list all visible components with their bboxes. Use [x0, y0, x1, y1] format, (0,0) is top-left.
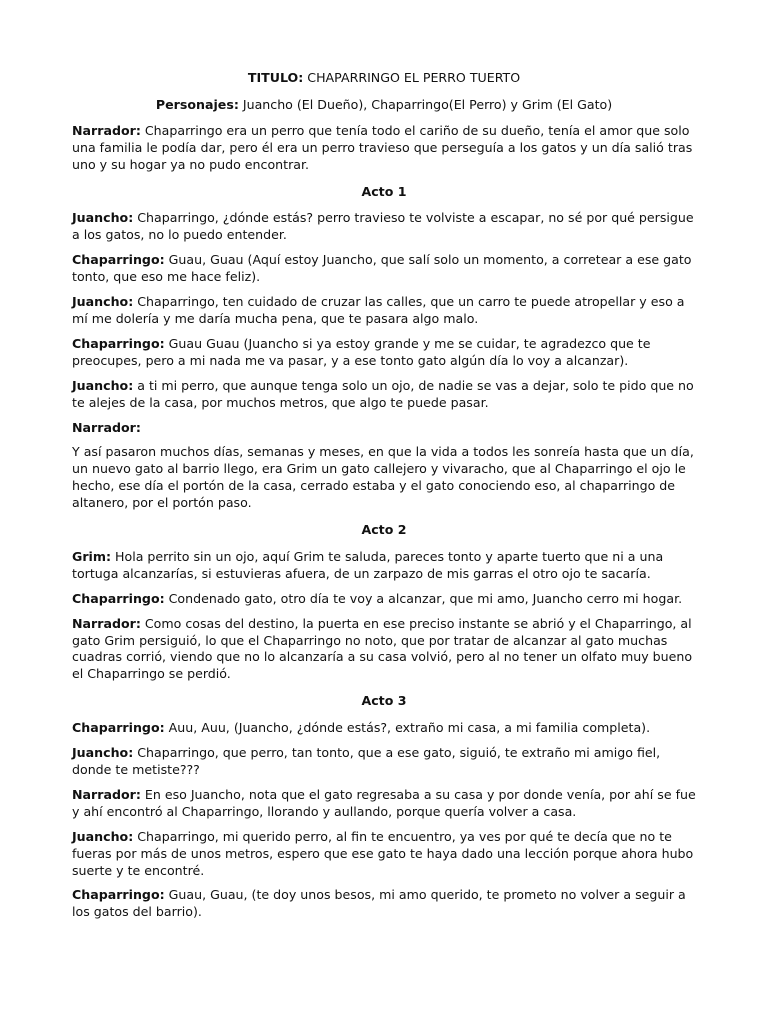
characters-line [72, 97, 696, 114]
title-value: CHAPARRINGO EL PERRO TUERTO [303, 70, 521, 85]
dialogue-text: Guau, Guau, (te doy unos besos, mi amo querido, te prometo no volver a seguir a los gatos del barrio). [72, 887, 686, 920]
dialogue-line [72, 616, 696, 684]
speaker-label: Chaparringo: [72, 335, 165, 351]
dialogue-line [72, 829, 696, 880]
dialogue-line [72, 887, 696, 921]
characters-label: Personajes: [155, 96, 239, 112]
dialogue-line [72, 787, 696, 821]
dialogue-line [72, 210, 696, 244]
dialogue-line [72, 252, 696, 286]
speaker-label: Juancho: [72, 294, 134, 310]
dialogue-line [72, 336, 696, 370]
speaker-label: Juancho: [72, 210, 134, 226]
dialogue-line [72, 549, 696, 583]
title-label: TITULO: [247, 70, 304, 85]
dialogue-text: En eso Juancho, nota que el gato regresaba a su casa y por donde venía, por ahí se fue y ahí encontró al Chaparringo, llorando y aullando, porque quería volver a casa. [72, 786, 696, 819]
dialogue-text: Chaparringo, ten cuidado de cruzar las calles, que un carro te puede atropellar y eso a mí me dolería y me daría mucha pena, que te pasara algo malo. [72, 294, 685, 326]
speaker-label: Juancho: [72, 377, 134, 393]
speaker-label: Juancho: [72, 745, 134, 761]
speaker-label: Juancho: [72, 828, 134, 844]
dialogue-line [72, 591, 696, 608]
characters-value: Juancho (El Dueño), Chaparringo(El Perro) y Grim (El Gato) [238, 96, 613, 112]
dialogue-text: Auu, Auu, (Juancho, ¿dónde estás?, extraño mi casa, a mi familia completa). [164, 720, 651, 736]
act-3-heading: Acto 3 [361, 693, 407, 709]
dialogue-line [72, 745, 696, 779]
speaker-label: Narrador: [72, 786, 141, 802]
speaker-label: Grim: [72, 548, 112, 564]
dialogue-text: Guau Guau (Juancho si ya estoy grande y me se cuidar, te agradezco que te preocupes, pero a mi nada me va pasar, y a ese tonto gato algún día lo voy a alcanzar). [72, 335, 651, 368]
speaker-label: Chaparringo: [72, 887, 165, 903]
speaker-label: Chaparringo: [72, 590, 165, 606]
dialogue-line [72, 378, 696, 412]
act-2-heading: Acto 2 [361, 522, 407, 538]
dialogue-text: Chaparringo, mi querido perro, al fin te encuentro, ya ves por qué te decía que no te fueras por más de unos metros, espero que ese gato te haya dado una lección porque ahora hubo suerte y te encontré. [72, 828, 694, 878]
dialogue-line [72, 420, 696, 437]
dialogue-line [72, 720, 696, 737]
dialogue-text: Condenado gato, otro día te voy a alcanzar, que mi amo, Juancho cerro mi hogar. [164, 590, 683, 606]
dialogue-text: Hola perrito sin un ojo, aquí Grim te saluda, pareces tonto y aparte tuerto que ni a una tortuga alcanzarías, si estuvieras afuera, de un zarpazo de mis garras el otro ojo te sacaría. [72, 548, 664, 581]
title-line [72, 70, 696, 87]
dialogue-text: Guau, Guau (Aquí estoy Juancho, que salí solo un momento, a corretear a ese gato tonto, que eso me hace feliz). [72, 252, 692, 285]
speaker-label: Chaparringo: [72, 720, 165, 736]
speaker-label: Narrador: [72, 419, 141, 435]
dialogue-text: Chaparringo, ¿dónde estás? perro travieso te volviste a escapar, no sé por qué persigue a los gatos, no lo puedo entender. [72, 210, 694, 243]
speaker-label: Narrador: [72, 122, 141, 138]
dialogue-line [72, 294, 696, 328]
speaker-label: Narrador: [72, 615, 141, 631]
intro-paragraph [72, 123, 696, 174]
dialogue-text: Chaparringo era un perro que tenía todo el cariño de su dueño, tenía el amor que solo una familia le podía dar, pero él era un perro travieso que perseguía a los gatos y un día salió tras uno y su hogar ya no pudo encontrar. [72, 122, 693, 172]
narration-paragraph: Y así pasaron muchos días, semanas y meses, en que la vida a todos les sonreía hasta que un día, un nuevo gato al barrio llego, era Grim un gato callejero y vivaracho, que al Chaparringo el ojo le hecho, ese día el portón de la casa, cerrado estaba y el gato conociendo eso, al chaparringo de altanero, por el portón paso. [72, 444, 694, 511]
dialogue-text: a ti mi perro, que aunque tenga solo un ojo, de nadie se vas a dejar, solo te pido que no te alejes de la casa, por muchos metros, que algo te puede pasar. [72, 377, 694, 410]
dialogue-text: Como cosas del destino, la puerta en ese preciso instante se abrió y el Chaparringo, al gato Grim persiguió, lo que el Chaparringo no noto, que por tratar de alcanzar al gato muchas cuadras corrió, viendo que no lo alcanzaría a su casa volvió, pero al no tener un olfato muy bueno el Chaparringo se perdió. [72, 615, 693, 682]
speaker-label: Chaparringo: [72, 252, 165, 268]
act-1-heading: Acto 1 [361, 183, 407, 199]
dialogue-text: Chaparringo, que perro, tan tonto, que a ese gato, siguió, te extraño mi amigo fiel, donde te metiste??? [72, 745, 661, 777]
